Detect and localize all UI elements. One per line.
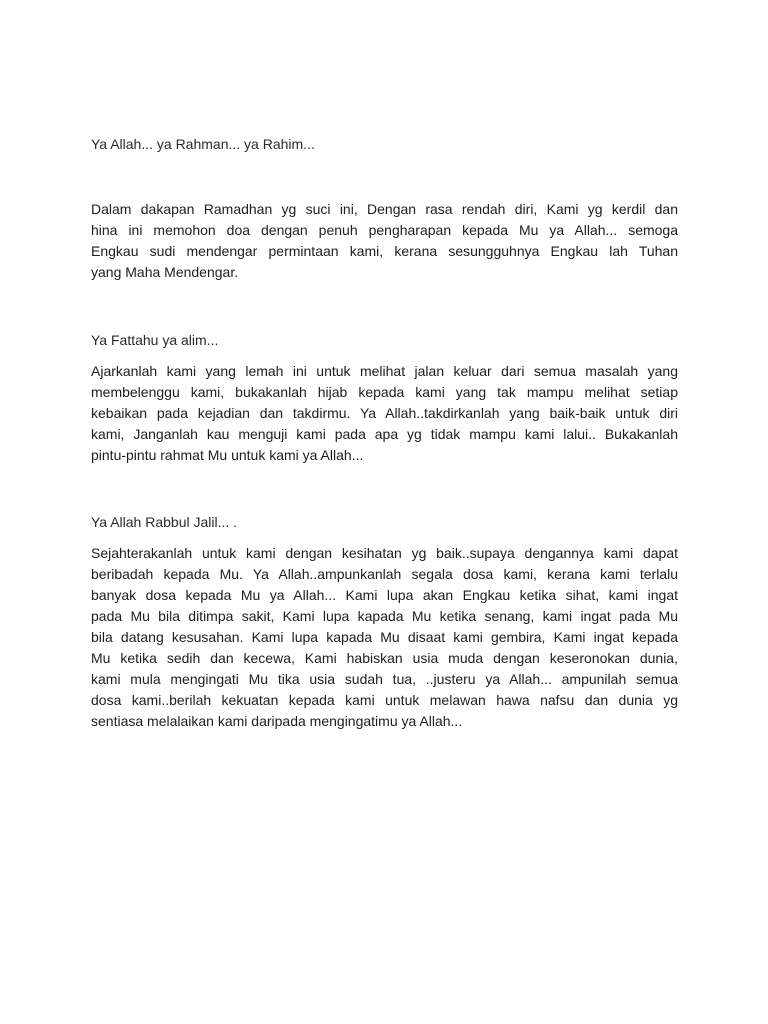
section-paragraph-2 <box>91 361 678 466</box>
paragraph-line: dosa kami..berilah kekuatan kepada kami untuk melawan hawa nafsu dan dunia yg <box>91 692 678 708</box>
paragraph-line: Sejahterakanlah untuk kami dengan kesihatan yg baik..supaya dengannya kami dapat <box>91 545 678 561</box>
paragraph-line: yang Maha Mendengar. <box>91 264 239 280</box>
paragraph-line: pintu-pintu rahmat Mu untuk kami ya Allah... <box>91 447 364 463</box>
section-heading-2: Ya Fattahu ya alim... <box>91 332 219 348</box>
paragraph-line: Engkau sudi mendengar permintaan kami, kerana sesungguhnya Engkau lah Tuhan <box>91 243 678 259</box>
section-paragraph-3 <box>91 543 678 732</box>
paragraph-line: pada Mu bila ditimpa sakit, Kami lupa kapada Mu ketika senang, kami ingat pada Mu <box>91 608 678 624</box>
paragraph-line: membelenggu kami, bukakanlah hijab kepada kami yang tak mampu melihat setiap <box>91 384 678 400</box>
paragraph-line: banyak dosa kepada Mu ya Allah... Kami lupa akan Engkau ketika sihat, kami ingat <box>91 587 678 603</box>
section-paragraph-1 <box>91 199 678 283</box>
paragraph-line: sentiasa melalaikan kami daripada mengingatimu ya Allah... <box>91 713 463 729</box>
paragraph-line: Mu ketika sedih dan kecewa, Kami habiskan usia muda dengan keseronokan dunia, <box>91 650 678 666</box>
document-page <box>91 0 678 1024</box>
paragraph-line: kami, Janganlah kau menguji kami pada apa yg tidak mampu kami lalui.. Bukakanlah <box>91 426 678 442</box>
paragraph-line: kami mula mengingati Mu tika usia sudah tua, ..justeru ya Allah... ampunilah semua <box>91 671 678 687</box>
section-heading-1: Ya Allah... ya Rahman... ya Rahim... <box>91 136 315 152</box>
section-heading-3: Ya Allah Rabbul Jalil... . <box>91 514 238 530</box>
paragraph-line: beribadah kepada Mu. Ya Allah..ampunkanlah segala dosa kami, kerana kami terlalu <box>91 566 678 582</box>
paragraph-line: hina ini memohon doa dengan penuh pengharapan kepada Mu ya Allah... semoga <box>91 222 678 238</box>
paragraph-line: kebaikan pada kejadian dan takdirmu. Ya Allah..takdirkanlah yang baik-baik untuk diri <box>91 405 678 421</box>
paragraph-line: Dalam dakapan Ramadhan yg suci ini, Dengan rasa rendah diri, Kami yg kerdil dan <box>91 201 678 217</box>
paragraph-line: bila datang kesusahan. Kami lupa kapada Mu disaat kami gembira, Kami ingat kepada <box>91 629 678 645</box>
paragraph-line: Ajarkanlah kami yang lemah ini untuk melihat jalan keluar dari semua masalah yang <box>91 363 678 379</box>
